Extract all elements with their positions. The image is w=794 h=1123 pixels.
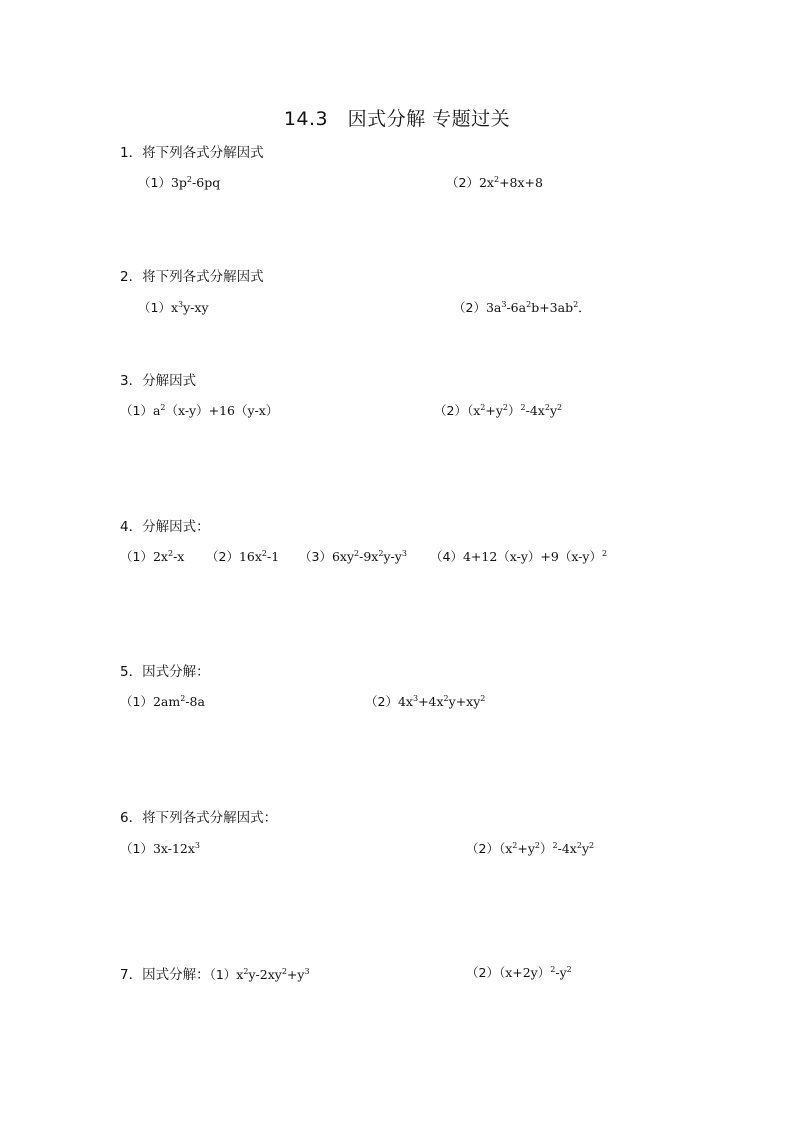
math-expression: $6xy^2-9x^2y-y^3$ xyxy=(331,549,407,564)
math-expression: $3a^3-6a^2b+3ab^2$． xyxy=(485,300,591,315)
math-expression: $(x^2+y^2)^2-4x^2y^2$ xyxy=(466,403,563,418)
question-7-heading: 7．因式分解： xyxy=(120,967,210,983)
math-expression: $3x-12x^3$ xyxy=(152,841,201,856)
question-7-item-2: $(2)(x+2y)^2-y^2$ xyxy=(466,965,572,980)
question-1-item-2: $(2)2x^2+8x+8$ xyxy=(446,175,543,190)
math-expression: $x^3y-xy$ xyxy=(170,300,209,315)
math-expression: $16x^2-1$ xyxy=(238,549,280,564)
math-expression: $4+12(x-y)+9(x-y)^2$ xyxy=(462,549,608,564)
question-7-line: 7．因式分解：$(1)x^2y-2xy^2+y^3$ xyxy=(120,967,310,983)
math-expression: $(x+2y)^2-y^2$ xyxy=(498,965,572,980)
math-expression: $3p^2-6pq$ xyxy=(170,175,221,190)
question-3-item-2: $(2)(x^2+y^2)^2-4x^2y^2$ xyxy=(434,403,563,418)
math-expression: $a^2(x-y)+16(y-x)$ xyxy=(152,403,279,418)
math-expression: $2am^2-8a$ xyxy=(152,694,205,709)
math-expression: $4x^3+4x^2y+xy^2$ xyxy=(397,694,486,709)
question-1-item-1: $(1)3p^2-6pq$ xyxy=(138,175,221,190)
question-2-item-1: $(1)x^3y-xy$ xyxy=(138,300,209,315)
question-5-item-1: $(1)2am^2-8a$ xyxy=(120,694,205,709)
question-4-item-2: $(2)16x^2-1$ xyxy=(206,549,280,564)
question-4-item-4: $(4)4+12(x-y)+9(x-y)^2$ xyxy=(430,549,608,564)
question-6-item-2: $(2)(x^2+y^2)^2-4x^2y^2$ xyxy=(466,841,595,856)
math-expression: $2x^2+8x+8$ xyxy=(478,175,543,190)
math-expression: $x^2y-2xy^2+y^3$ xyxy=(236,967,310,982)
question-4-heading: 4．分解因式： xyxy=(120,519,210,535)
question-6-item-1: $(1)3x-12x^3$ xyxy=(120,841,201,856)
question-4-item-3: $(3)6xy^2-9x^2y-y^3$ xyxy=(299,549,407,564)
math-expression: $2x^2-x$ xyxy=(152,549,185,564)
question-5-item-2: $(2)4x^3+4x^2y+xy^2$ xyxy=(365,694,486,709)
question-2-heading: 2．将下列各式分解因式 xyxy=(120,269,264,285)
question-1-heading: 1．将下列各式分解因式 xyxy=(120,145,264,161)
page-title: 14.3 因式分解 专题过关 xyxy=(283,108,511,130)
question-2-item-2: $(2)3a^3-6a^2b+3ab^2$． xyxy=(453,300,591,315)
question-3-item-1: $(1)a^2(x-y)+16(y-x)$ xyxy=(120,403,279,418)
question-4-item-1: $(1)2x^2-x$ xyxy=(120,549,185,564)
question-3-heading: 3．分解因式 xyxy=(120,373,197,389)
question-5-heading: 5．因式分解： xyxy=(120,664,210,680)
math-expression: $(x^2+y^2)^2-4x^2y^2$ xyxy=(498,841,595,856)
question-6-heading: 6．将下列各式分解因式： xyxy=(120,810,278,826)
